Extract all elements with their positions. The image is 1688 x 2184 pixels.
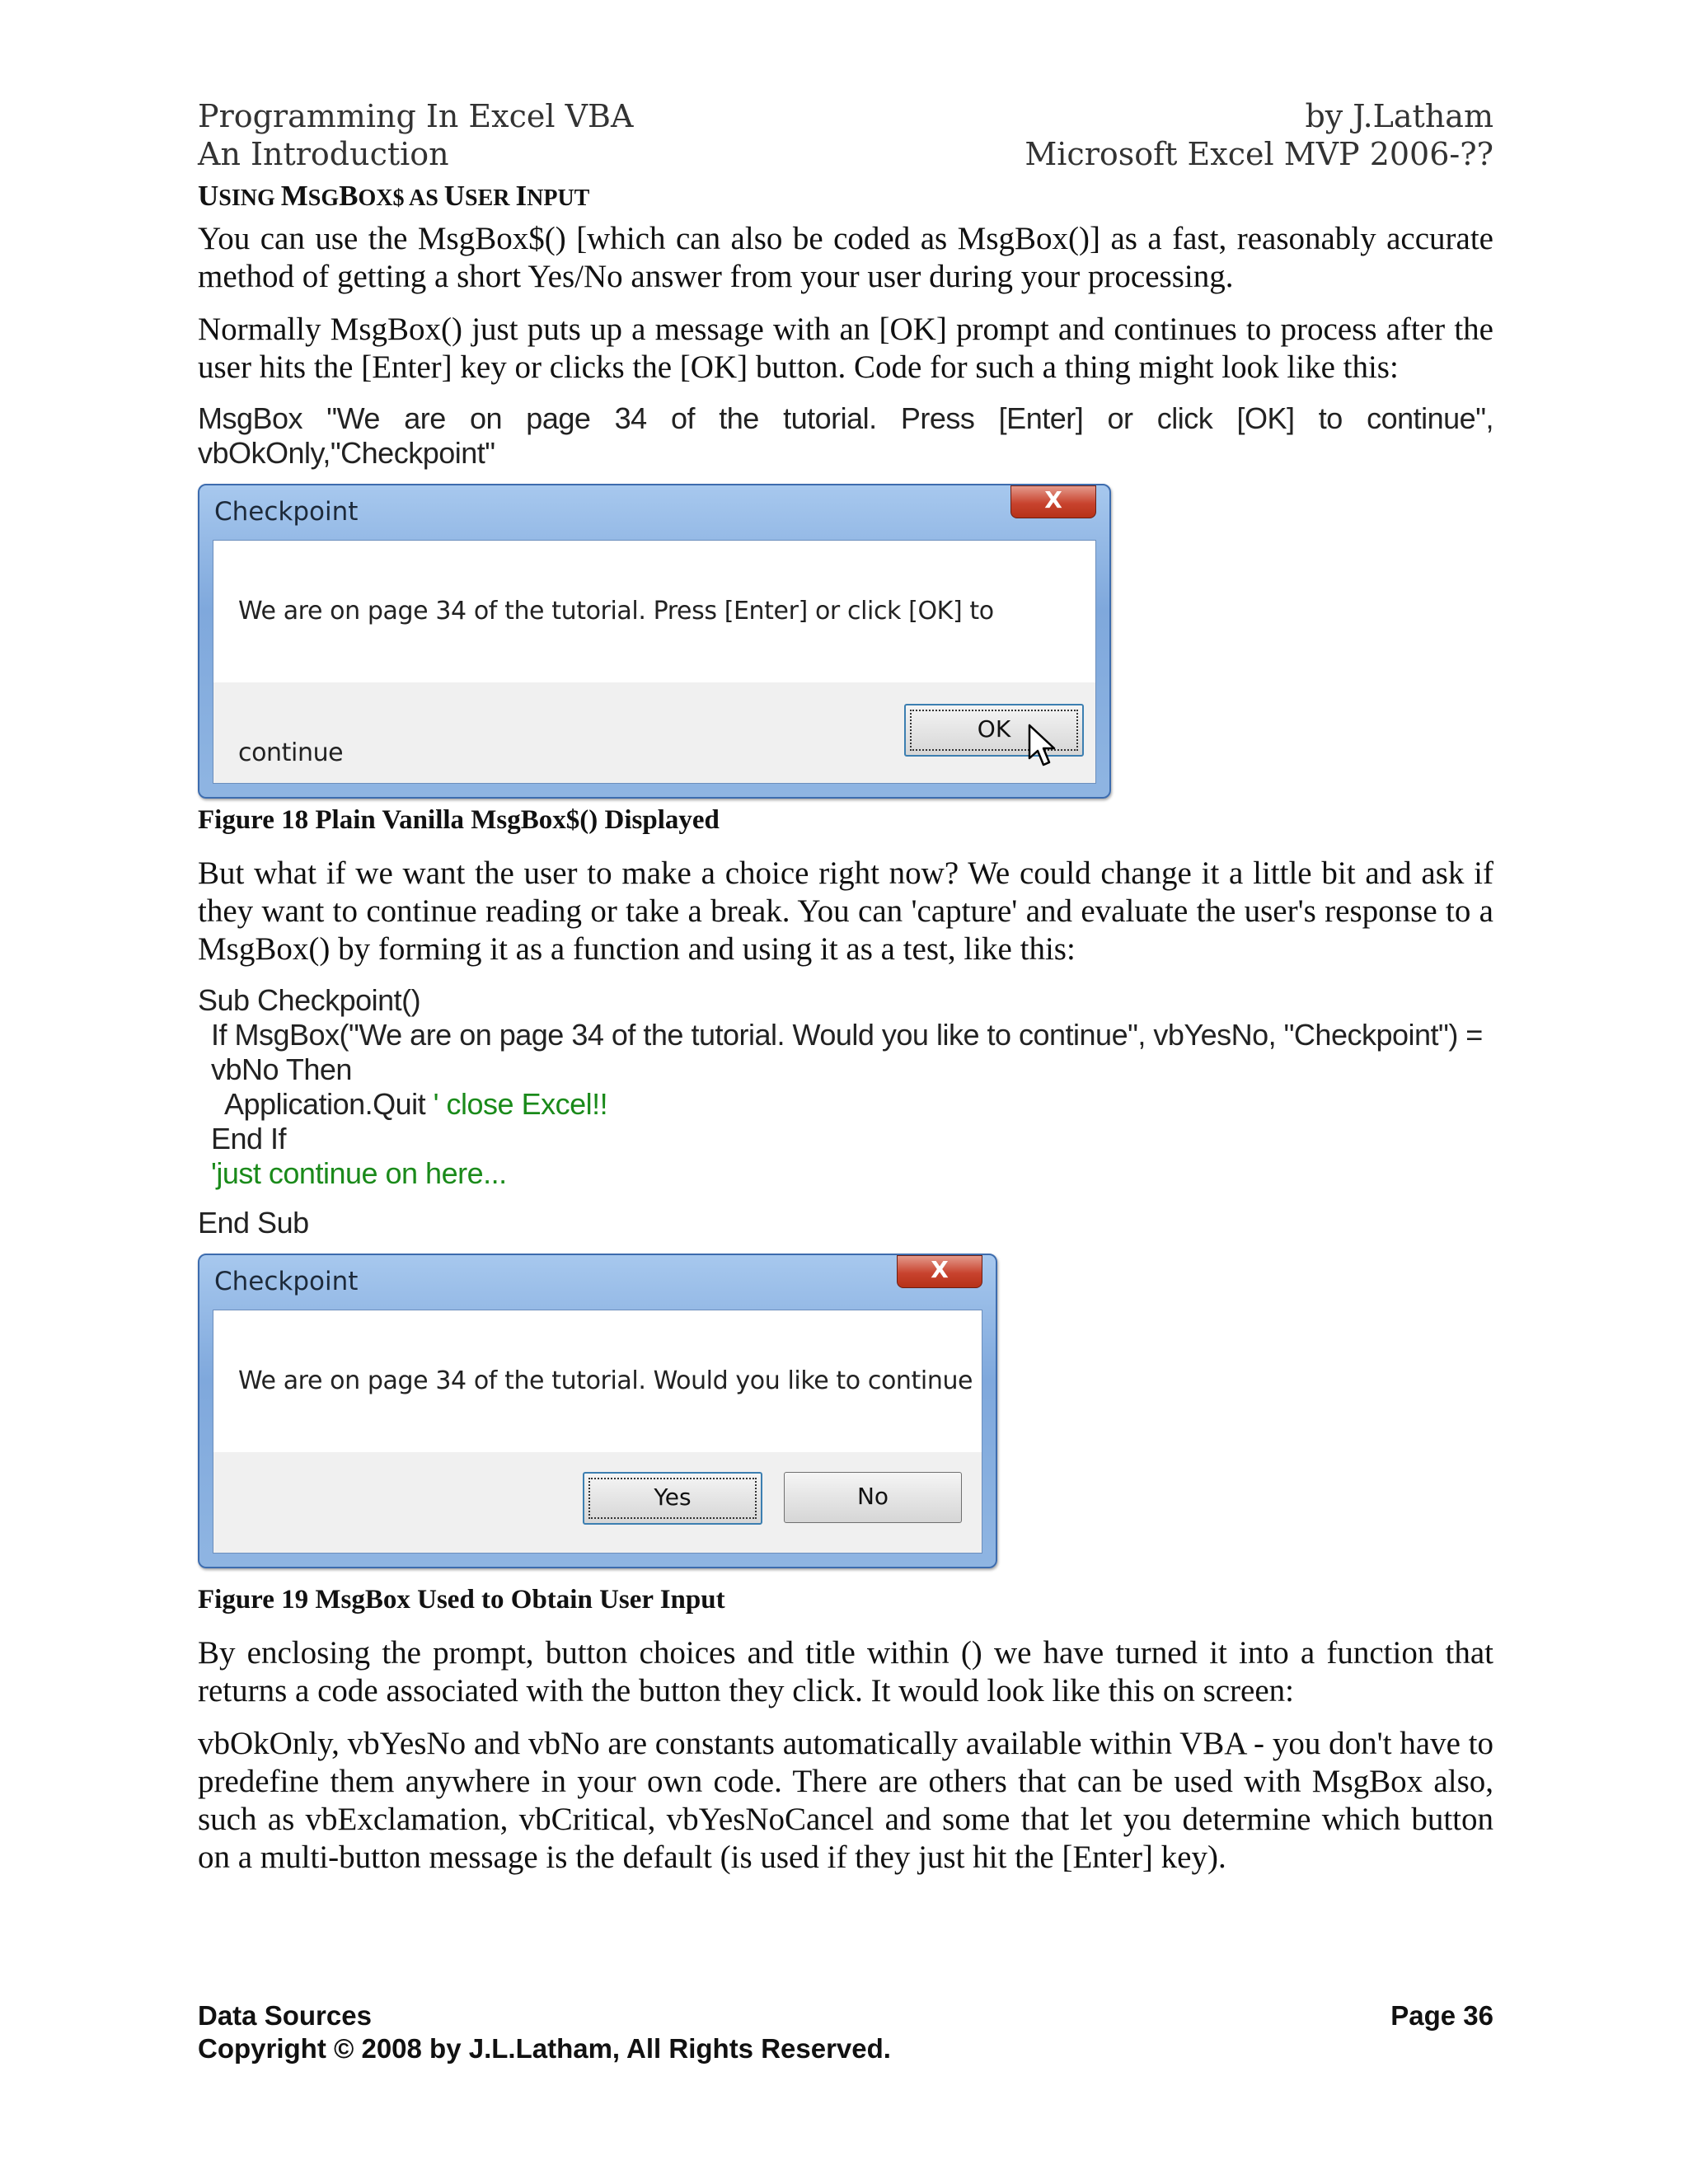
document-page [198,97,1493,1891]
dialog-title: Checkpoint [214,1267,359,1296]
dialog-body [213,1310,982,1554]
heading-part: U [443,180,466,212]
yes-button[interactable]: Yes [583,1472,762,1525]
close-button[interactable]: X [1010,485,1096,518]
dialog-body [213,540,1096,784]
heading-part: SING [218,185,281,211]
code-line [198,1087,1493,1122]
heading-part: M [280,180,308,212]
heading-part: B [339,180,359,212]
heading-part: U [198,180,219,212]
code-line: Sub Checkpoint() [198,983,421,1017]
heading-part: OX$ AS [358,185,444,211]
footer-page-number: Page 36 [1390,2000,1493,2031]
heading-part: SER [465,185,516,211]
code-checkpoint-sub [198,983,1493,1240]
checkpoint-dialog-ok [198,484,1111,799]
no-button[interactable]: No [784,1472,962,1523]
paragraph-intro: You can use the MsgBox$() [which can also be coded as MsgBox()] as a fast, reasonably accurate method of getting a short Yes/No answer from your user during your processing. [198,221,1493,294]
paragraph-constants: vbOkOnly, vbYesNo and vbNo are constants automatically available within VBA - you don't have to predefine them anywhere in your own code. There are others that can be used with MsgBox also, such as vbExclamation, vbCritical, vbYesNoCancel and some that let you determine which button on a multi-button message is the default (is used if they just hit the [Enter] key). [198,1726,1493,1875]
footer-row [198,1999,1493,2032]
dialog-title: Checkpoint [214,497,359,527]
header-right [1025,97,1493,173]
header-left [198,97,633,173]
figure-19-caption: Figure 19 MsgBox Used to Obtain User Input [198,1585,725,1615]
header-book-title: Programming In Excel VBA [198,98,634,134]
header-author: by J.Latham [1305,98,1493,134]
header-subtitle: An Introduction [198,136,449,172]
code-line: End Sub [198,1206,309,1240]
code-comment: ' close Excel!! [433,1087,608,1121]
dialog-message: We are on page 34 of the tutorial. Would you like to continue [213,1310,982,1452]
paragraph-enclosing: By enclosing the prompt, button choices and title within () we have turned it into a function that returns a code associated with the button they click. It would look like this on screen: [198,1635,1493,1708]
header-author-title: Microsoft Excel MVP 2006-?? [1025,136,1493,172]
code-comment: 'just continue on here... [211,1156,507,1190]
code-msgbox-okonly: MsgBox "We are on page 34 of the tutorial. Press [Enter] or click [OK] to continue", vbOkOnly,"Checkpoint" [198,401,1493,470]
code-line: End If [211,1122,287,1155]
heading-part: SG [307,185,340,211]
checkpoint-dialog-yesno [198,1254,997,1568]
paragraph-normally: Normally MsgBox() just puts up a message with an [OK] prompt and continues to process after the user hits the [Enter] key or clicks the [OK] button. Code for such a thing might look like this: [198,312,1493,385]
code-text: Application.Quit [224,1087,434,1121]
page-footer [198,1999,1493,2065]
code-line: If MsgBox("We are on page 34 of the tutorial. Would you like to continue", vbYesNo, "Checkpoint") = vbNo Then [211,1018,1483,1086]
figure-18-caption: Figure 18 Plain Vanilla MsgBox$() Displayed [198,805,720,835]
footer-copyright: Copyright © 2008 by J.L.Latham, All Rights Reserved. [198,2033,891,2064]
heading-part: I [515,180,528,212]
paragraph-choice: But what if we want the user to make a choice right now? We could change it a little bit and ask if they want to continue reading or take a break. You can 'capture' and evaluate the user's response to a MsgBox() by forming it as a function and using it as a test, like this: [198,855,1493,967]
mouse-pointer-icon [1028,724,1056,768]
dialog-message: We are on page 34 of the tutorial. Press [Enter] or click [OK] to continue [213,541,1095,682]
ok-button[interactable]: OK [904,704,1084,757]
close-button[interactable]: X [897,1255,982,1288]
heading-part: NPUT [527,185,590,211]
footer-chapter: Data Sources [198,2000,372,2031]
running-header [198,97,1493,173]
section-heading [198,178,1493,217]
